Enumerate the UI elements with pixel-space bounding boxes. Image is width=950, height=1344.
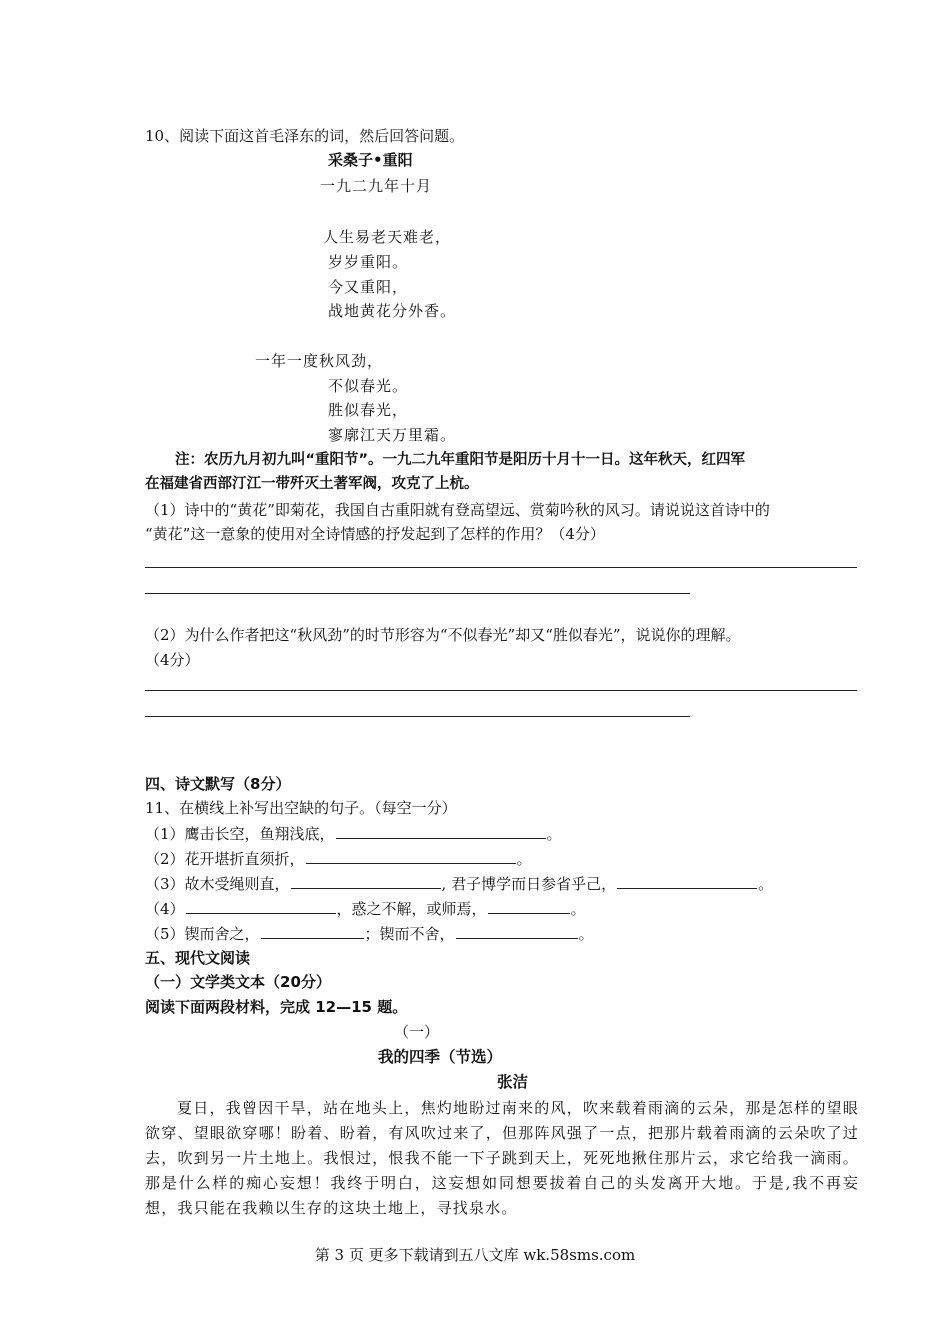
sub-question-2: （2）为什么作者把这“秋风劲”的时节形容为“不似春光”却又“胜似春光”，说说你的理解。 — [145, 626, 741, 644]
fill-item-3 — [145, 874, 773, 893]
fill-item-2 — [145, 849, 532, 868]
poem-title: 采桑子•重阳 — [328, 151, 413, 169]
fill-blank[interactable] — [306, 849, 516, 864]
fill-item-3-mid: , 君子博学而日参省乎己， — [441, 875, 617, 893]
answer-line[interactable] — [145, 593, 690, 594]
fill-item-2-end: 。 — [516, 850, 532, 868]
fill-item-4-mid: ，惑之不解，或师焉， — [336, 900, 487, 918]
fill-item-2-text: （2）花开堪折直须折， — [145, 850, 305, 868]
question-11: 11、在横线上补写出空缺的句子。（每空一分） — [145, 799, 457, 817]
fill-item-1 — [145, 824, 562, 843]
question-10-intro: 10、阅读下面这首毛泽东的词，然后回答问题。 — [145, 127, 465, 145]
poem-line: 战地黄花分外香。 — [328, 302, 457, 320]
poem-line: 寥廓江天万里霜。 — [328, 426, 457, 444]
fill-blank[interactable] — [488, 899, 570, 914]
answer-line[interactable] — [145, 690, 857, 691]
section-5-title: 五、现代文阅读 — [145, 949, 251, 967]
fill-item-1-text: （1）鹰击长空，鱼翔浅底， — [145, 825, 335, 843]
poem-line: 胜似春光， — [328, 401, 409, 419]
fill-item-5 — [145, 924, 594, 943]
part-label: （一） — [394, 1023, 440, 1041]
fill-item-5-end: 。 — [578, 925, 594, 943]
reading-instruction: 阅读下面两段材料，完成 12—15 题。 — [145, 998, 408, 1016]
fill-item-3-end: 。 — [758, 875, 774, 893]
fill-item-1-end: 。 — [546, 825, 562, 843]
fill-item-3-text: （3）故木受绳则直， — [145, 875, 290, 893]
poem-line: 人生易老天难老， — [323, 228, 452, 246]
poem-line: 一年一度秋风劲， — [255, 352, 384, 370]
poem-line: 今又重阳， — [328, 278, 409, 296]
answer-line[interactable] — [145, 567, 857, 568]
article-paragraph: 夏日，我曾因干旱，站在地头上，焦灼地盼过南来的风，吹来载着雨滴的云朵，那是怎样的望眼欲穿、望眼欲穿哪！盼着、盼着，有风吹过来了，但那阵风强了一点，把那片载着雨滴的云朵吹了过去，吹到另一片土地上。我恨过，恨我不能一下子跳到天上，死死地揪住那片云，求它给我一滴雨。那是什么样的痴心妄想！我终于明白，这妄想如同想要拔着自己的头发离开大地。于是,我不再妄想，我只能在我赖以生存的这块土地上，寻找泉水。 — [145, 1099, 859, 1217]
fill-item-5-text: （5）锲而舍之， — [145, 925, 260, 943]
poem-note: 注：农历九月初九叫“重阳节”。一九二九年重阳节是阳历十月十一日。这年秋天，红四军 — [175, 452, 746, 468]
sub-question-1-cont: “黄花”这一意象的使用对全诗情感的抒发起到了怎样的作用？（4分） — [145, 525, 605, 543]
page-footer: 第 3 页 更多下载请到五八文库 wk.58sms.com — [314, 1246, 636, 1264]
poem-line: 岁岁重阳。 — [328, 253, 409, 271]
answer-line[interactable] — [145, 716, 690, 717]
fill-item-4 — [145, 899, 586, 918]
fill-blank[interactable] — [291, 874, 441, 889]
fill-item-4-end: 。 — [570, 900, 586, 918]
poem-line: 不似春光。 — [328, 377, 409, 395]
fill-item-4-text: （4） — [145, 900, 185, 918]
poem-date: 一九二九年十月 — [320, 177, 433, 195]
poem-note-cont: 在福建省西部汀江一带歼灭土著军阀，攻克了上杭。 — [145, 476, 479, 492]
section-4-title: 四、诗文默写（8分） — [145, 775, 291, 793]
sub-question-1: （1）诗中的“黄花”即菊花，我国自古重阳就有登高望远、赏菊吟秋的风习。请说说这首诗中的 — [145, 501, 770, 519]
fill-blank[interactable] — [261, 924, 364, 939]
fill-blank[interactable] — [336, 824, 546, 839]
article-title: 我的四季（节选） — [378, 1048, 503, 1066]
sub-question-2-cont: （4分） — [145, 651, 200, 669]
fill-item-5-mid: ；锲而不舍， — [364, 925, 455, 943]
section-5-subtitle: （一）文学类文本（20分） — [145, 973, 331, 991]
fill-blank[interactable] — [617, 874, 757, 889]
fill-blank[interactable] — [186, 899, 336, 914]
fill-blank[interactable] — [456, 924, 578, 939]
article-author: 张洁 — [497, 1073, 529, 1091]
